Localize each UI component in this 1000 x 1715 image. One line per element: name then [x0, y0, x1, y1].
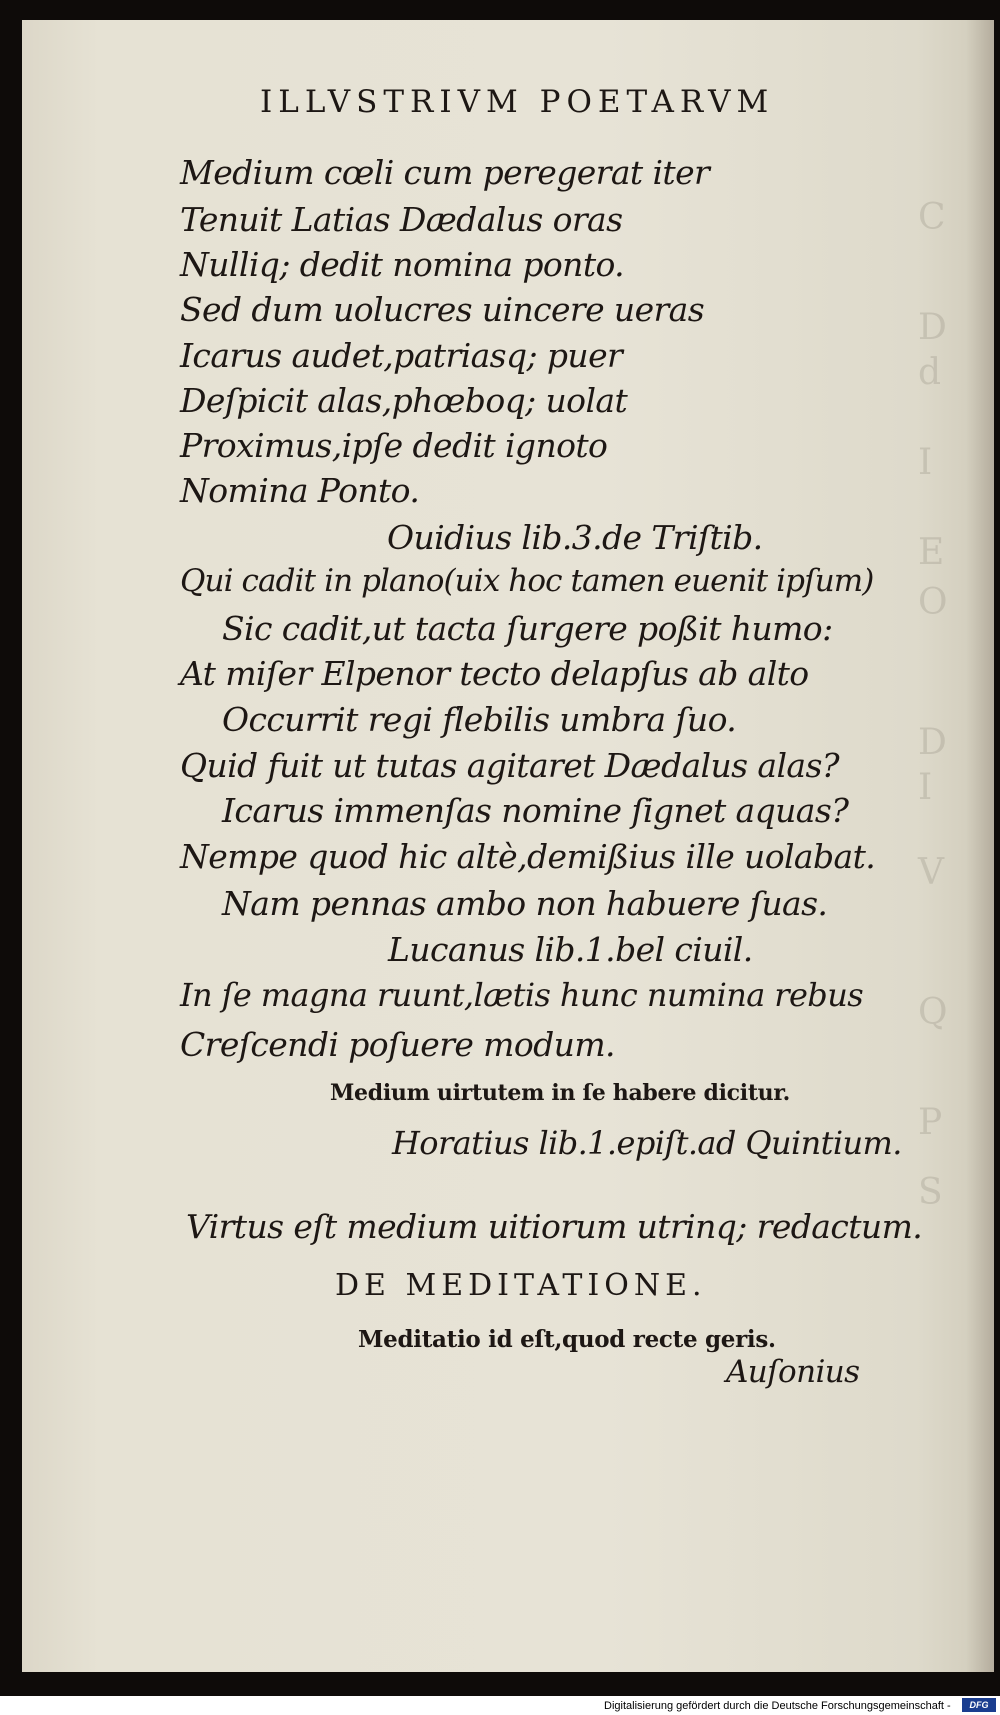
maxim-text: Medium uirtutem in ſe habere dicitur. [330, 1080, 791, 1106]
dfg-logo-icon: DFG [962, 1698, 996, 1712]
verse-line: Nam pennas ambo non habuere ſuas. [222, 884, 828, 923]
verse-line: Proximus,ipſe dedit ignoto [180, 426, 608, 465]
verse-line: Nomina Ponto. [180, 471, 420, 510]
verse-line: Medium cœli cum peregerat iter [180, 153, 710, 192]
section-heading: DE MEDITATIONE. [335, 1268, 707, 1303]
source-attribution: Lucanus lib.1.bel ciuil. [388, 930, 753, 969]
verse-line: Tenuit Latias Dædalus oras [180, 200, 623, 239]
verse-line: Nulliq; dedit nomina ponto. [180, 245, 625, 284]
verse-line: Qui cadit in plano(uix hoc tamen euenit ipſum) [180, 563, 874, 599]
verse-line: Icarus immenſas nomine ſignet aquas? [222, 791, 849, 830]
source-attribution: Ouidius lib.3.de Triſtib. [387, 518, 763, 557]
verse-line: Icarus audet,patriasq; puer [180, 336, 623, 375]
bleed-through-text: C D d I E O D I V Q P S [918, 197, 948, 1213]
verse-line: Deſpicit alas,phœboq; uolat [180, 381, 628, 420]
verse-line: Nempe quod hic altè,demißius ille uolabat. [180, 837, 876, 876]
footer-credit: Digitalisierung gefördert durch die Deutsche Forschungsgemeinschaft - [604, 1700, 951, 1712]
book-page [22, 20, 994, 1672]
verse-line: In ſe magna ruunt,lætis hunc numina rebus [180, 976, 864, 1014]
catchword: Auſonius [726, 1354, 860, 1390]
source-attribution: Horatius lib.1.epiſt.ad Quintium. [392, 1124, 902, 1162]
page-spine-shadow [966, 20, 994, 1672]
maxim-text: Meditatio id eſt,quod recte geris. [358, 1326, 776, 1353]
verse-line: Quid fuit ut tutas agitaret Dædalus alas? [180, 746, 839, 785]
verse-line: Sed dum uolucres uincere ueras [180, 290, 705, 329]
verse-line: Virtus eſt medium uitiorum utrinq; redactum. [186, 1207, 923, 1246]
verse-line: Sic cadit,ut tacta ſurgere poßit humo: [222, 609, 833, 648]
verse-line: At miſer Elpenor tecto delapſus ab alto [180, 654, 809, 693]
verse-line: Creſcendi poſuere modum. [180, 1025, 615, 1064]
verse-line: Occurrit regi flebilis umbra ſuo. [222, 700, 737, 739]
running-head: ILLVSTRIVM POETARVM [260, 84, 775, 120]
